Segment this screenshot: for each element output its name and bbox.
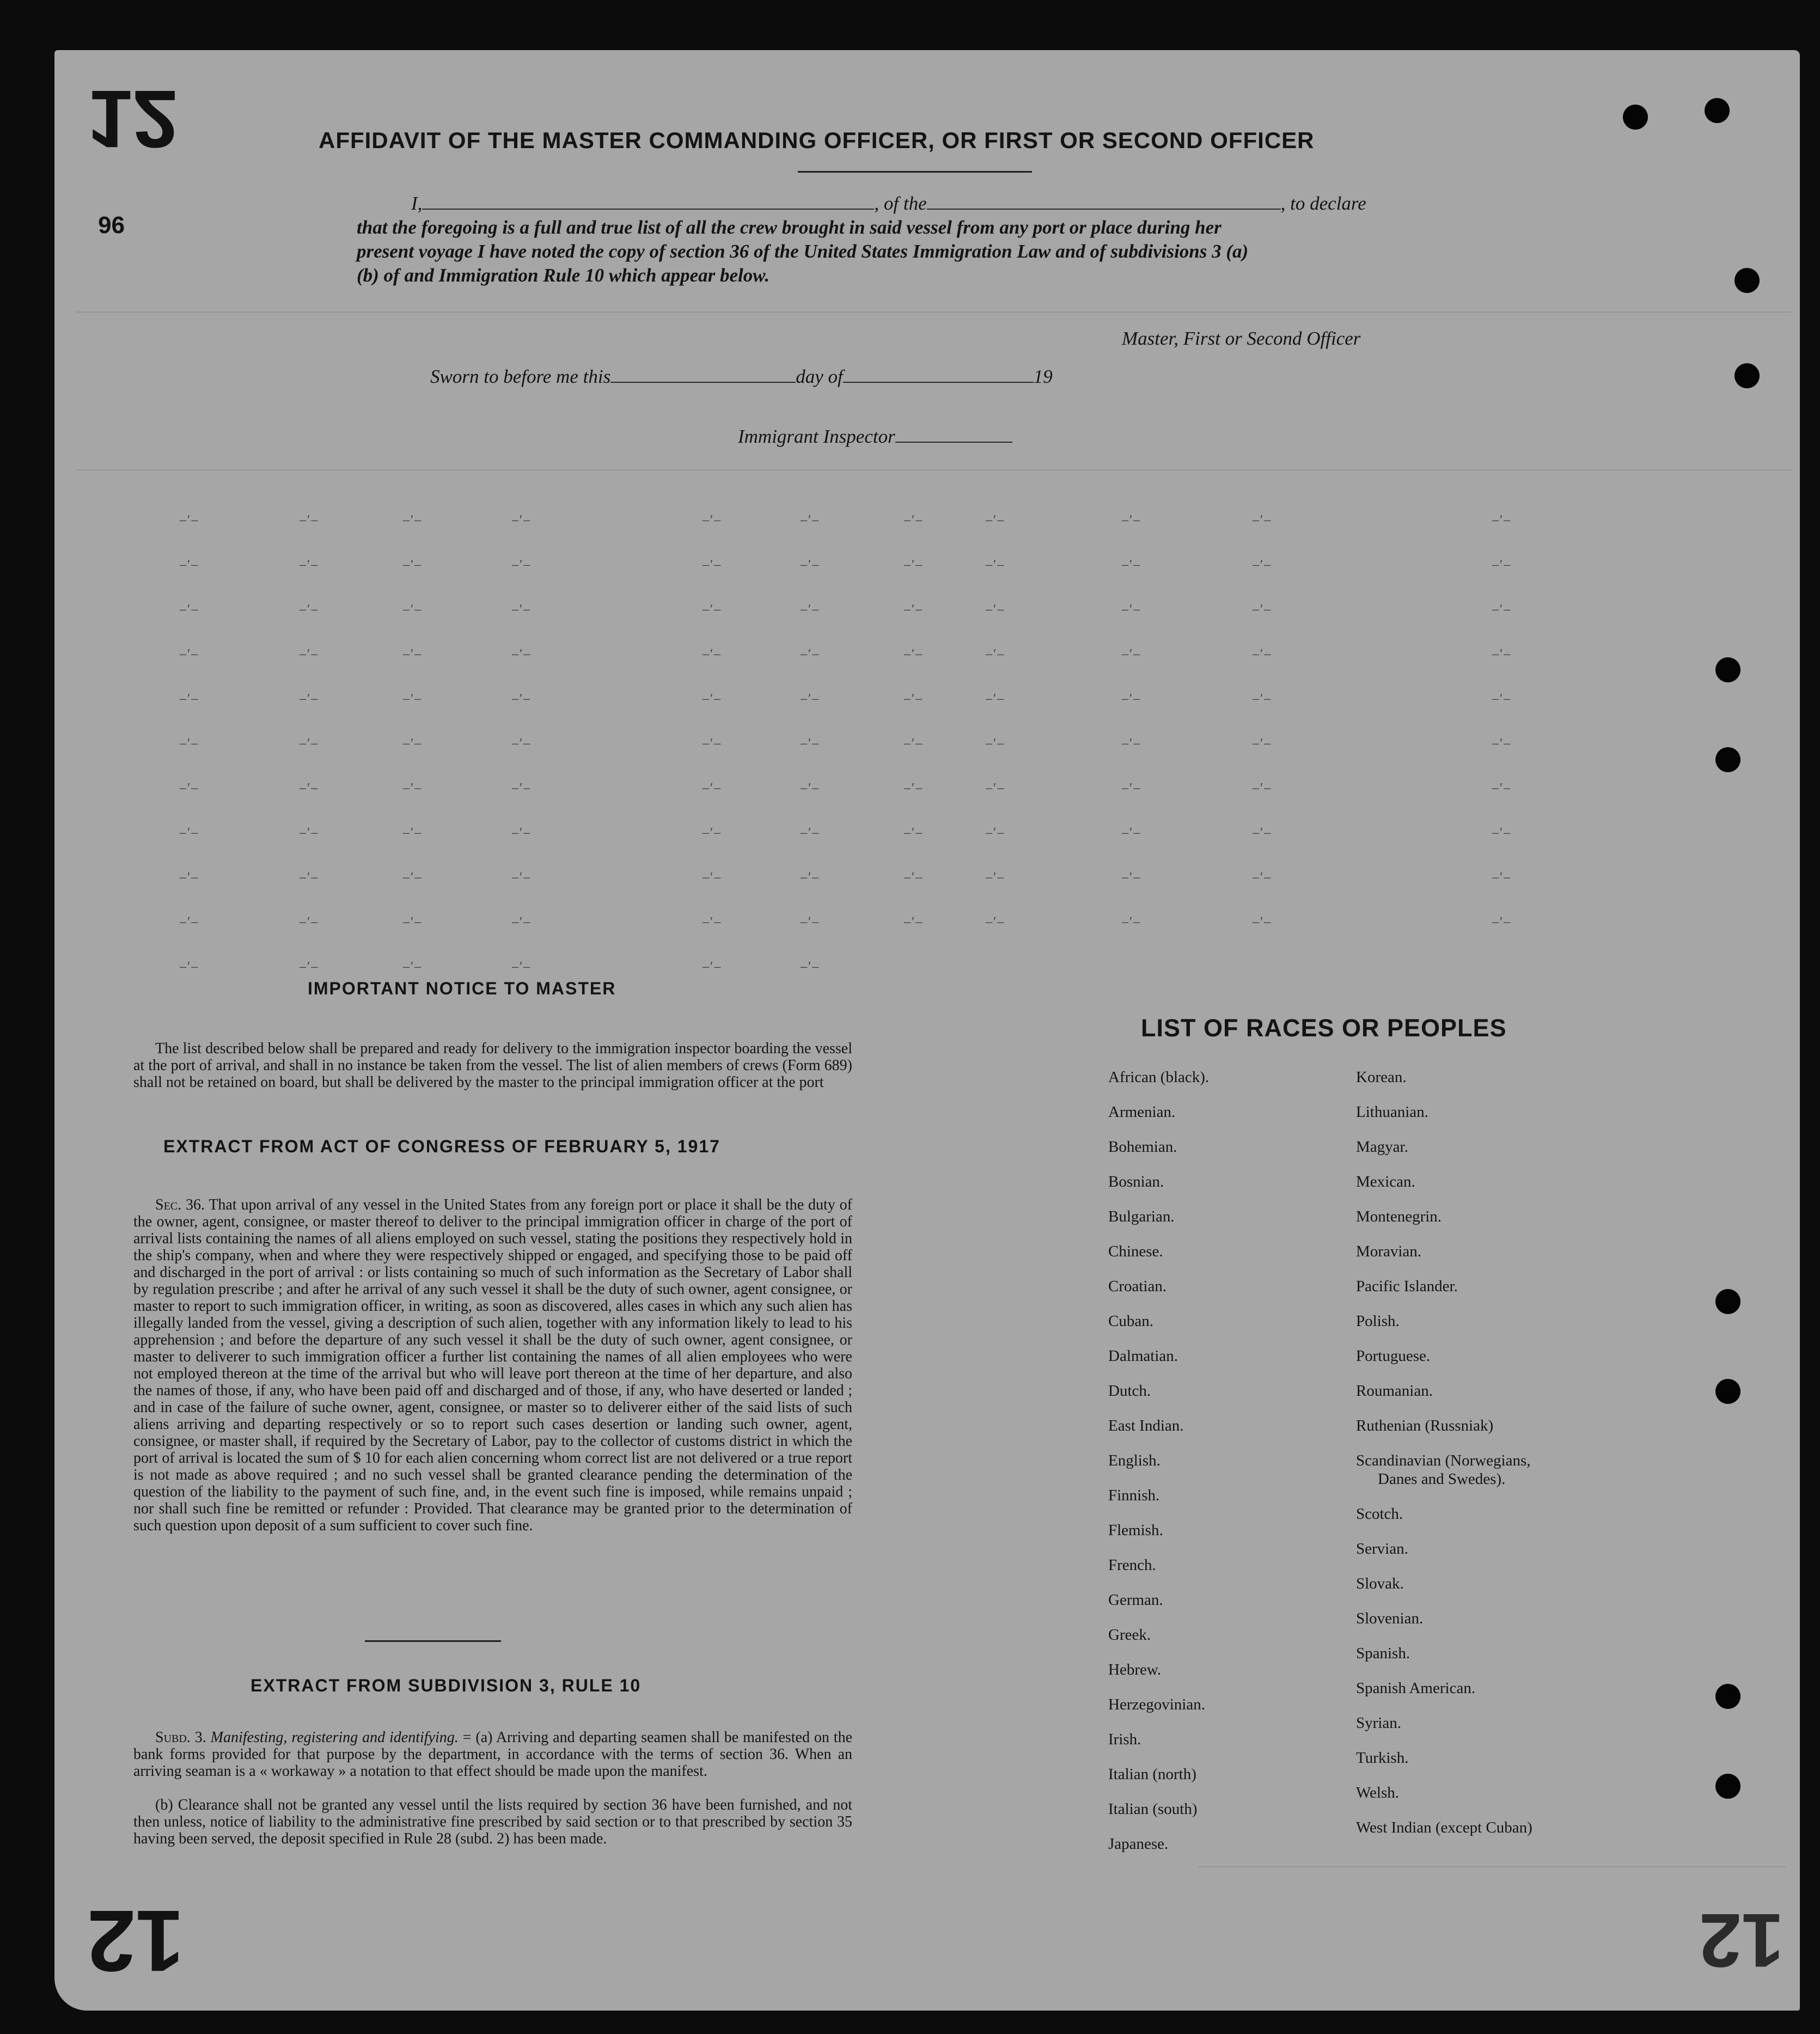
ditto-mark: –ʹ– <box>512 826 532 840</box>
page-number-top-left: 12 <box>87 74 178 165</box>
punch-hole <box>1735 268 1760 293</box>
race-item: Chinese. <box>1108 1243 1163 1260</box>
race-item: Scotch. <box>1356 1505 1403 1523</box>
ditto-mark: –ʹ– <box>904 647 924 661</box>
rule-extract-heading: EXTRACT FROM SUBDIVISION 3, RULE 10 <box>251 1676 642 1695</box>
ditto-mark: –ʹ– <box>801 558 820 572</box>
race-item: Danes and Swedes). <box>1378 1470 1506 1488</box>
race-item: Polish. <box>1356 1312 1400 1330</box>
ditto-mark: –ʹ– <box>801 826 820 840</box>
punch-hole <box>1715 1379 1740 1404</box>
ditto-mark: –ʹ– <box>180 736 199 750</box>
ditto-mark: –ʹ– <box>801 647 820 661</box>
ditto-mark: –ʹ– <box>403 558 423 572</box>
bleed-through-line <box>76 311 1792 313</box>
ditto-mark: –ʹ– <box>1492 915 1512 929</box>
ditto-mark: –ʹ– <box>512 558 532 572</box>
sworn-month-blank <box>843 381 1034 383</box>
race-item: Croatian. <box>1108 1278 1167 1295</box>
section-36-text: That upon arrival of any vessel in the United States from any foreign port or place it shall be the duty of the owner, agent, consignee, or master thereof to deliver to the principal immigration officer in charge of the port of arrival lists containing the names of all aliens employed on such vessel, stating the positions they respectively hold in the ship's company, when and where they were respectively shipped or engaged, and specifying those to be paid off and discharged in the port of arrival : or lists containing so much of such information as the Secretary of Labor shall by regulation prescribe ; and after he arrival of any such vessel it shall be the duty of such owner, agent consignee, or master to report to such immigration officer, in writing, as soon as discovered, alles cases in which any such alien has illegally landed from the vessel, giving a description of such alien, together with any information likely to lead to his apprehension ; and before the departure of any such vessel it shall be the duty of such owner, agent consignee, or master to deliverer to such immigration officer a further list containing the names of all alien employees who were not employed thereon at the time of the arrival but who will leave port thereon at the time of her departure, and also the names of those, if any, who have been paid off and discharged and of those, if any, who have deserted or landed ; and in case of the failure of suche owner, agent, consignee, or master so to deliverer either of the said lists of such aliens arriving and departing respectively or so to report such cases desertion or landing such owner, agent, consignee, or master shall, if required by the Secretary of Labor, pay to the collector of customs district in which the port of arrival is located the sum of $ 10 for each alien concerning whom correct list are not delivered or a true report is not made as above required ; and no such vessel shall be granted clearance pending the determination of the question of the liability to the payment of such fine, and, in the event such fine is imposed, while remains unpaid ; nor shall such fine be remitted or refunder : Provided. That clearance may be granted prior to the determination of such question upon deposit of a sum sufficient to cover such fine. <box>133 1196 852 1534</box>
ditto-mark: –ʹ– <box>403 736 423 750</box>
ditto-mark: –ʹ– <box>986 781 1005 795</box>
affidavit-line-1 <box>411 193 1366 215</box>
race-item: Finnish. <box>1108 1487 1160 1504</box>
ditto-mark: –ʹ– <box>1492 781 1512 795</box>
ditto-mark: –ʹ– <box>703 870 722 884</box>
race-item: English. <box>1108 1452 1161 1469</box>
ditto-mark: –ʹ– <box>180 960 199 974</box>
race-item: Japanese. <box>1108 1835 1169 1853</box>
race-item: Servian. <box>1356 1540 1408 1557</box>
ditto-mark: –ʹ– <box>300 513 319 527</box>
race-item: East Indian. <box>1108 1417 1184 1434</box>
race-item: Dutch. <box>1108 1382 1151 1400</box>
name-blank <box>422 208 874 210</box>
race-item: Bosnian. <box>1108 1173 1164 1190</box>
ditto-mark: –ʹ– <box>703 558 722 572</box>
ditto-mark: –ʹ– <box>904 826 924 840</box>
ditto-mark: –ʹ– <box>300 692 319 706</box>
ditto-mark: –ʹ– <box>300 915 319 929</box>
ditto-mark: –ʹ– <box>1122 736 1141 750</box>
inspector-line <box>738 426 1012 448</box>
page-number-bottom-left: 12 <box>87 1892 184 1990</box>
ditto-mark: –ʹ– <box>801 915 820 929</box>
ditto-mark: –ʹ– <box>703 602 722 616</box>
ditto-mark: –ʹ– <box>180 915 199 929</box>
punch-hole <box>1705 98 1730 123</box>
inspector-blank <box>895 441 1012 443</box>
ditto-mark: –ʹ– <box>986 602 1005 616</box>
ditto-mark: –ʹ– <box>180 826 199 840</box>
race-item: Bohemian. <box>1108 1138 1177 1156</box>
ditto-mark: –ʹ– <box>512 870 532 884</box>
ditto-mark: –ʹ– <box>1122 558 1141 572</box>
sworn-date-blank <box>610 381 796 383</box>
ditto-mark: –ʹ– <box>1253 647 1272 661</box>
race-item: Spanish. <box>1356 1645 1410 1662</box>
ditto-mark: –ʹ– <box>986 692 1005 706</box>
ditto-mark: –ʹ– <box>801 870 820 884</box>
race-item: Hebrew. <box>1108 1661 1162 1678</box>
race-item: Spanish American. <box>1356 1679 1476 1697</box>
race-item: Moravian. <box>1356 1243 1421 1260</box>
sworn-day: day of <box>796 366 843 387</box>
ditto-mark: –ʹ– <box>904 781 924 795</box>
ditto-mark: –ʹ– <box>1253 870 1272 884</box>
race-item: Irish. <box>1108 1731 1141 1748</box>
ditto-mark: –ʹ– <box>403 915 423 929</box>
act-extract-text <box>133 1196 852 1534</box>
affidavit-i: I, <box>411 193 423 214</box>
ditto-mark: –ʹ– <box>403 870 423 884</box>
ditto-mark: –ʹ– <box>512 602 532 616</box>
signature-label: Master, First or Second Officer <box>1122 328 1361 349</box>
race-item: Slovak. <box>1356 1575 1404 1592</box>
ditto-mark: –ʹ– <box>904 870 924 884</box>
ditto-mark: –ʹ– <box>512 513 532 527</box>
ditto-mark: –ʹ– <box>512 692 532 706</box>
ditto-mark: –ʹ– <box>801 960 820 974</box>
race-item: Ruthenian (Russniak) <box>1356 1417 1494 1434</box>
section-divider <box>365 1640 501 1642</box>
race-item: Scandinavian (Norwegians, <box>1356 1452 1531 1469</box>
ditto-mark: –ʹ– <box>300 736 319 750</box>
ditto-mark: –ʹ– <box>1253 826 1272 840</box>
act-extract-heading: EXTRACT FROM ACT OF CONGRESS OF FEBRUARY 5, 1917 <box>163 1137 720 1156</box>
ditto-mark: –ʹ– <box>300 647 319 661</box>
ditto-mark: –ʹ– <box>1253 915 1272 929</box>
ditto-mark: –ʹ– <box>703 692 722 706</box>
race-item: Italian (north) <box>1108 1766 1196 1783</box>
ditto-mark: –ʹ– <box>403 826 423 840</box>
race-item: Portuguese. <box>1356 1347 1431 1365</box>
race-item: Cuban. <box>1108 1312 1153 1330</box>
affidavit-heading: AFFIDAVIT OF THE MASTER COMMANDING OFFICER, OR FIRST OR SECOND OFFICER <box>319 127 1315 153</box>
subd-title: Manifesting, registering and identifying. <box>210 1729 459 1746</box>
sworn-line <box>430 366 1053 388</box>
race-item: Mexican. <box>1356 1173 1415 1190</box>
ditto-mark: –ʹ– <box>1253 602 1272 616</box>
ditto-mark: –ʹ– <box>703 915 722 929</box>
notice-heading: IMPORTANT NOTICE TO MASTER <box>308 979 616 998</box>
punch-hole <box>1715 657 1740 682</box>
races-heading: LIST OF RACES OR PEOPLES <box>1141 1014 1507 1042</box>
ditto-mark: –ʹ– <box>300 781 319 795</box>
ditto-mark: –ʹ– <box>180 781 199 795</box>
ditto-mark: –ʹ– <box>986 870 1005 884</box>
page-number-bottom-right: 12 <box>1699 1898 1784 1983</box>
ditto-mark: –ʹ– <box>1122 781 1141 795</box>
race-item: Flemish. <box>1108 1522 1163 1539</box>
ditto-mark: –ʹ– <box>1492 692 1512 706</box>
ditto-mark: –ʹ– <box>986 558 1005 572</box>
bleed-through-line <box>76 469 1792 471</box>
ditto-mark: –ʹ– <box>1122 870 1141 884</box>
race-item: Turkish. <box>1356 1749 1409 1767</box>
ditto-mark: –ʹ– <box>403 781 423 795</box>
ditto-mark: –ʹ– <box>403 513 423 527</box>
ditto-mark: –ʹ– <box>300 826 319 840</box>
affidavit-of-the: , of the <box>874 193 927 214</box>
race-item: Bulgarian. <box>1108 1208 1175 1225</box>
ditto-mark: –ʹ– <box>403 960 423 974</box>
race-item: Roumanian. <box>1356 1382 1433 1400</box>
ditto-mark: –ʹ– <box>180 692 199 706</box>
ditto-mark: –ʹ– <box>1492 602 1512 616</box>
ditto-mark: –ʹ– <box>403 602 423 616</box>
ditto-mark: –ʹ– <box>986 736 1005 750</box>
race-item: Magyar. <box>1356 1138 1408 1156</box>
ditto-mark: –ʹ– <box>300 602 319 616</box>
ditto-mark: –ʹ– <box>1492 826 1512 840</box>
punch-hole <box>1715 1684 1740 1709</box>
ditto-mark: –ʹ– <box>801 513 820 527</box>
affidavit-to-declare: , to declare <box>1280 193 1366 214</box>
inspector-label: Immigrant Inspector <box>738 426 895 447</box>
race-item: Slovenian. <box>1356 1610 1424 1627</box>
punch-hole <box>1715 747 1740 772</box>
race-item: Italian (south) <box>1108 1800 1198 1818</box>
ditto-mark: –ʹ– <box>904 513 924 527</box>
ditto-mark: –ʹ– <box>904 602 924 616</box>
race-item: Pacific Islander. <box>1356 1278 1458 1295</box>
race-item: Montenegrin. <box>1356 1208 1442 1225</box>
race-item: Armenian. <box>1108 1103 1176 1121</box>
ditto-mark: –ʹ– <box>1492 870 1512 884</box>
race-item: Dalmatian. <box>1108 1347 1178 1365</box>
sworn-year: 19 <box>1033 366 1053 387</box>
ditto-mark: –ʹ– <box>180 647 199 661</box>
rule-extract-text-b: (b) Clearance shall not be granted any vessel until the lists required by section 36 have been furnished, and not then unless, notice of liability to the administrative fine prescribed by said section or to that prescribed by section 35 having been served, the deposit specified in Rule 28 (subd. 2) has been made. <box>133 1797 852 1847</box>
ditto-mark: –ʹ– <box>801 602 820 616</box>
ditto-mark: –ʹ– <box>512 647 532 661</box>
ditto-mark: –ʹ– <box>1253 558 1272 572</box>
ditto-mark: –ʹ– <box>1492 647 1512 661</box>
ditto-mark: –ʹ– <box>1122 826 1141 840</box>
punch-hole <box>1715 1289 1740 1314</box>
ditto-mark: –ʹ– <box>1122 692 1141 706</box>
subd-label: Subd. 3. <box>155 1729 206 1746</box>
ditto-mark: –ʹ– <box>512 781 532 795</box>
ditto-mark: –ʹ– <box>180 870 199 884</box>
ditto-mark: –ʹ– <box>801 781 820 795</box>
subd-text-a: = (a) Arriving and departing seamen shall be manifested on the bank forms provided for that purpose by the department, in accordance with the terms of section 36. When an arriving seaman is a « workaway » a notation to that effect should be made upon the manifest. <box>133 1729 853 1780</box>
ditto-mark: –ʹ– <box>801 736 820 750</box>
ditto-mark: –ʹ– <box>986 915 1005 929</box>
page-number-small: 96 <box>98 211 125 238</box>
ditto-mark: –ʹ– <box>1253 692 1272 706</box>
ditto-mark: –ʹ– <box>1492 558 1512 572</box>
ditto-mark: –ʹ– <box>180 558 199 572</box>
heading-underline <box>798 171 1032 173</box>
punch-hole <box>1715 1774 1740 1799</box>
ditto-mark: –ʹ– <box>904 558 924 572</box>
race-item: Greek. <box>1108 1626 1151 1644</box>
ditto-mark: –ʹ– <box>904 915 924 929</box>
ditto-mark: –ʹ– <box>703 736 722 750</box>
punch-hole <box>1735 363 1760 388</box>
ditto-mark: –ʹ– <box>703 781 722 795</box>
ditto-mark: –ʹ– <box>904 692 924 706</box>
ditto-mark: –ʹ– <box>1122 513 1141 527</box>
race-item: French. <box>1108 1556 1156 1574</box>
ditto-mark: –ʹ– <box>300 870 319 884</box>
ditto-mark: –ʹ– <box>1492 736 1512 750</box>
race-item: African (black). <box>1108 1068 1210 1086</box>
vessel-blank <box>927 208 1281 210</box>
ditto-mark: –ʹ– <box>1253 513 1272 527</box>
ditto-mark: –ʹ– <box>300 558 319 572</box>
ditto-mark: –ʹ– <box>1492 513 1512 527</box>
race-item: German. <box>1108 1591 1163 1609</box>
ditto-mark: –ʹ– <box>403 692 423 706</box>
ditto-mark: –ʹ– <box>703 513 722 527</box>
sworn-prefix: Sworn to before me this <box>430 366 611 387</box>
document-page <box>54 50 1800 2011</box>
ditto-mark: –ʹ– <box>986 826 1005 840</box>
ditto-mark: –ʹ– <box>1122 647 1141 661</box>
race-item: Welsh. <box>1356 1784 1400 1801</box>
notice-text: The list described below shall be prepared and ready for delivery to the immigration inspector boarding the vessel at the port of arrival, and shall in no instance be taken from the vessel. The list of alien members of crews (Form 689) shall not be retained on board, but shall be delivered by the master to the principal immigration officer at the port <box>133 1040 852 1091</box>
ditto-mark: –ʹ– <box>300 960 319 974</box>
ditto-mark: –ʹ– <box>403 647 423 661</box>
affidavit-line-2: that the foregoing is a full and true list of all the crew brought in said vessel from any port or place during her <box>357 217 1222 238</box>
ditto-mark: –ʹ– <box>986 647 1005 661</box>
ditto-mark: –ʹ– <box>703 647 722 661</box>
race-item: West Indian (except Cuban) <box>1356 1819 1532 1836</box>
section-label: Sec. 36. <box>155 1196 205 1213</box>
affidavit-line-3: present voyage I have noted the copy of section 36 of the United States Immigration Law and of subdivisions 3 (a) <box>357 241 1249 262</box>
ditto-mark: –ʹ– <box>512 736 532 750</box>
affidavit-line-4: (b) of and Immigration Rule 10 which appear below. <box>357 265 770 286</box>
race-item: Korean. <box>1356 1068 1407 1086</box>
ditto-mark: –ʹ– <box>1253 781 1272 795</box>
rule-extract-text-a <box>133 1729 852 1780</box>
ditto-mark: –ʹ– <box>986 513 1005 527</box>
ditto-mark: –ʹ– <box>512 960 532 974</box>
ditto-mark: –ʹ– <box>1253 736 1272 750</box>
ditto-mark: –ʹ– <box>904 736 924 750</box>
ditto-mark: –ʹ– <box>703 826 722 840</box>
race-item: Lithuanian. <box>1356 1103 1428 1121</box>
ditto-mark: –ʹ– <box>180 602 199 616</box>
ditto-mark: –ʹ– <box>180 513 199 527</box>
ditto-mark: –ʹ– <box>1122 602 1141 616</box>
race-item: Herzegovinian. <box>1108 1696 1205 1713</box>
ditto-mark: –ʹ– <box>512 915 532 929</box>
ditto-mark: –ʹ– <box>703 960 722 974</box>
race-item: Syrian. <box>1356 1714 1401 1732</box>
bleed-through-line <box>1198 1866 1786 1867</box>
ditto-mark: –ʹ– <box>801 692 820 706</box>
punch-hole <box>1623 105 1648 130</box>
ditto-mark: –ʹ– <box>1122 915 1141 929</box>
